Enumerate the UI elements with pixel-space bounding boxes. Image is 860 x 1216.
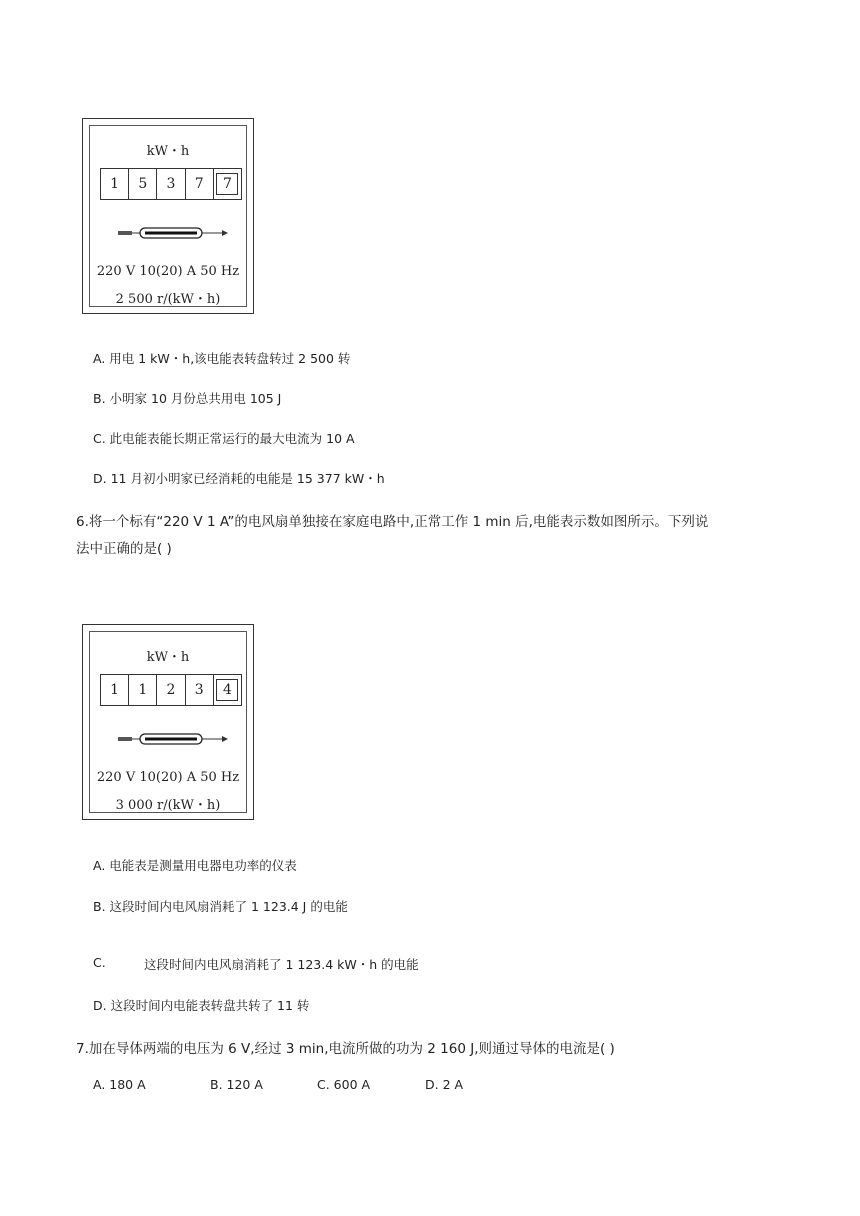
q5-option-c: C. 此电能表能长期正常运行的最大电流为 10 A: [93, 431, 355, 446]
q6-option-a: A. 电能表是测量用电器电功率的仪表: [93, 858, 297, 873]
q7-option-a: A. 180 A: [93, 1077, 146, 1092]
meter-frame: [89, 125, 247, 307]
meter-digit: 1: [129, 675, 157, 705]
q5-option-a: A. 用电 1 kW・h,该电能表转盘转过 2 500 转: [93, 351, 351, 366]
electric-meter-figure-1: [82, 118, 254, 314]
electric-meter-figure-2: [82, 624, 254, 820]
meter-digit: 3: [157, 169, 185, 199]
q6-option-d: D. 这段时间内电能表转盘共转了 11 转: [93, 998, 310, 1013]
meter-decimal-digit: 7: [214, 169, 241, 199]
q7-option-c: C. 600 A: [317, 1077, 371, 1092]
q6-option-b: B. 这段时间内电风扇消耗了 1 123.4 J 的电能: [93, 899, 348, 914]
meter-rotating-disc-icon: [118, 732, 228, 746]
meter-unit: kW・h: [146, 144, 190, 159]
meter-digit: 2: [157, 675, 185, 705]
q6-option-c-label: C.: [93, 955, 106, 970]
q6-stem-line1: 6.将一个标有“220 V 1 A”的电风扇单独接在家庭电路中,正常工作 1 min 后,电能表示数如图所示。下列说: [76, 514, 709, 530]
q5-option-d: D. 11 月初小明家已经消耗的电能是 15 377 kW・h: [93, 471, 385, 486]
meter-digit-display: [100, 674, 242, 706]
q7-option-b: B. 120 A: [210, 1077, 263, 1092]
q7-option-d: D. 2 A: [425, 1077, 464, 1092]
q6-option-c-text: 这段时间内电风扇消耗了 1 123.4 kW・h 的电能: [144, 957, 419, 972]
meter-unit: kW・h: [146, 650, 190, 665]
meter-digit: 7: [186, 169, 214, 199]
meter-digit-display: [100, 168, 242, 200]
meter-frame: [89, 631, 247, 813]
q5-option-b: B. 小明家 10 月份总共用电 105 J: [93, 391, 282, 406]
meter-digit: 5: [129, 169, 157, 199]
meter-revolutions-constant: 3 000 r/(kW・h): [115, 798, 221, 813]
meter-rating: 220 V 10(20) A 50 Hz: [96, 264, 240, 279]
meter-revolutions-constant: 2 500 r/(kW・h): [115, 292, 221, 307]
meter-digit: 3: [186, 675, 214, 705]
q7-stem: 7.加在导体两端的电压为 6 V,经过 3 min,电流所做的功为 2 160 J,则通过导体的电流是( ): [76, 1041, 615, 1057]
q6-stem-line2: 法中正确的是( ): [76, 541, 172, 557]
meter-rotating-disc-icon: [118, 226, 228, 240]
meter-digit: 1: [101, 169, 129, 199]
meter-rating: 220 V 10(20) A 50 Hz: [96, 770, 240, 785]
meter-decimal-digit: 4: [214, 675, 241, 705]
meter-digit: 1: [101, 675, 129, 705]
